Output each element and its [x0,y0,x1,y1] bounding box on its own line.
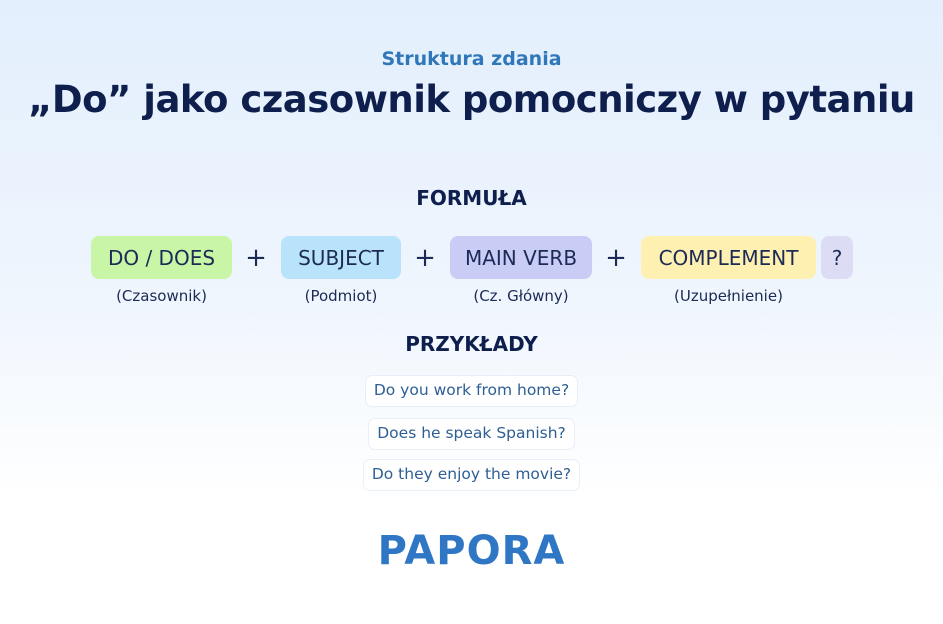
example-item [0,460,943,490]
plus-operator: + [414,242,436,273]
formula-heading: FORMUŁA [416,186,527,210]
formula-row [0,236,943,279]
plus-operator: + [245,242,267,273]
example-item [0,419,943,449]
examples-heading: PRZYKŁADY [405,332,538,356]
papora-logo: PAPORA [377,528,566,574]
chip-subject: SUBJECT [281,236,401,279]
caption-uzupelnienie: (Uzupełnienie) [674,287,783,305]
chip-question-mark: ? [821,236,853,279]
page-title: „Do” jako czasownik pomocniczy w pytaniu [28,78,915,121]
subtitle: Struktura zdania [381,48,562,70]
plus-operator: + [605,242,627,273]
example-text: Do you work from home? [366,376,577,406]
caption-czasownik-glowny: (Cz. Główny) [473,287,569,305]
example-text: Do they enjoy the movie? [364,460,579,490]
example-item [0,376,943,406]
chip-do-does: DO / DOES [91,236,232,279]
caption-czasownik: (Czasownik) [116,287,207,305]
example-text: Does he speak Spanish? [369,419,574,449]
chip-complement: COMPLEMENT [641,236,816,279]
chip-main-verb: MAIN VERB [450,236,592,279]
caption-podmiot: (Podmiot) [304,287,378,305]
